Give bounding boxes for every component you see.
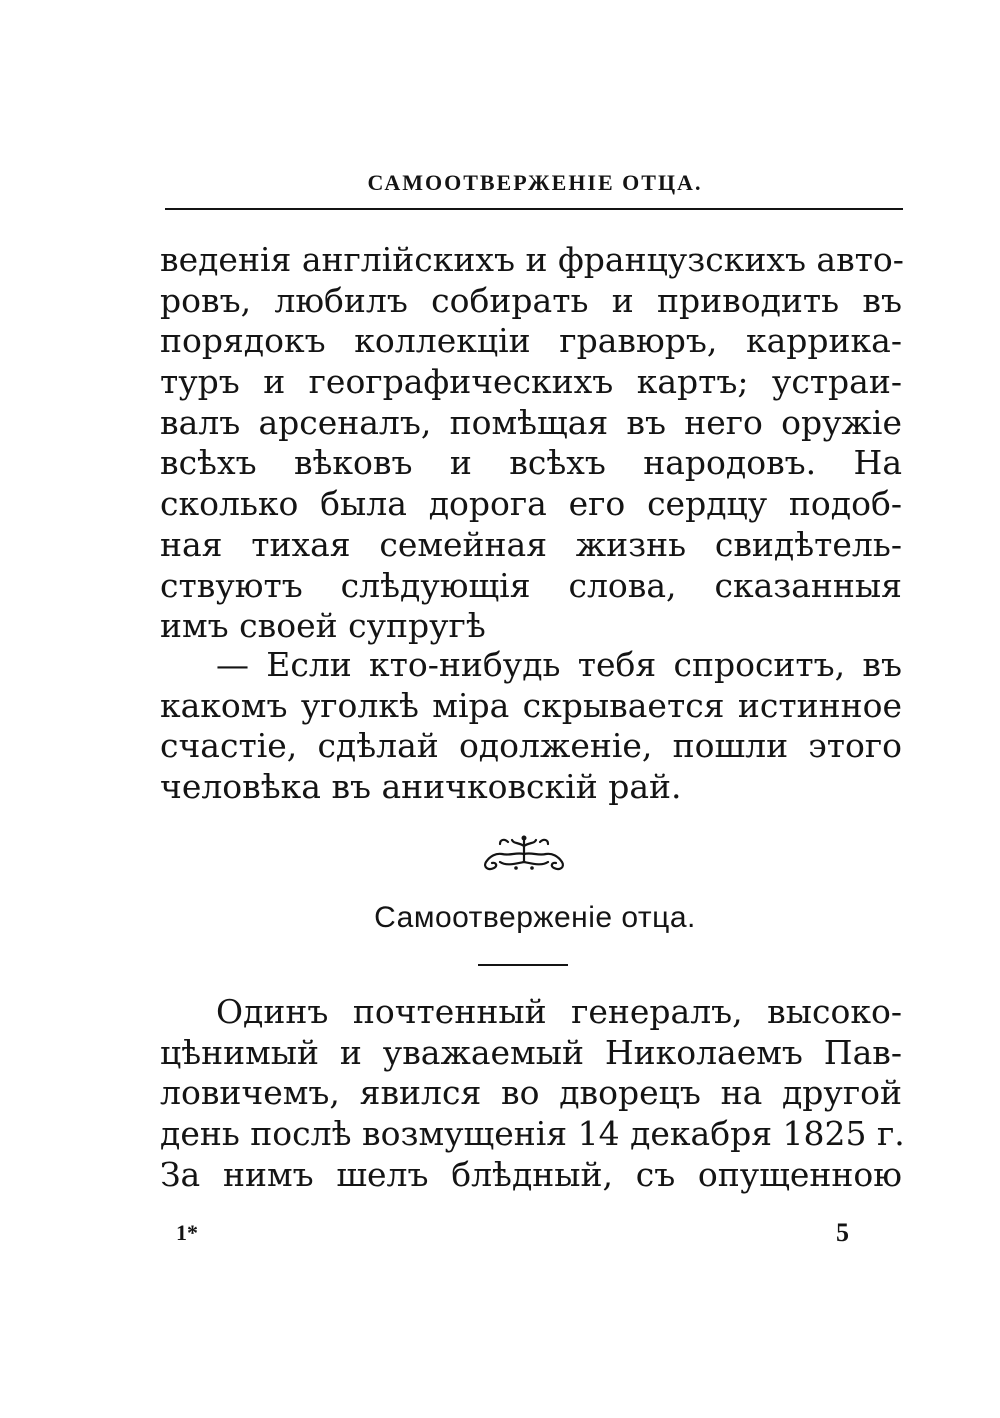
text-line: веденія англійскихъ и французскихъ авто-: [160, 240, 904, 279]
title-rule: [478, 964, 568, 966]
text-line: счастіе, сдѣлай одолженіе, пошли этого: [160, 726, 902, 766]
page-number: 5: [836, 1218, 849, 1247]
text-line: ловичемъ, явился во дворецъ на другой: [160, 1073, 902, 1113]
header-rule: [165, 208, 903, 210]
text-line: — Если кто-нибудь тебя спроситъ, въ: [216, 645, 902, 684]
text-line: Одинъ почтенный генералъ, высоко-: [216, 992, 902, 1031]
section-title: Самоотверженіе отца.: [374, 901, 696, 934]
paragraph-new-section: [160, 992, 905, 1195]
text-line: цѣнимый и уважаемый Николаемъ Пав-: [160, 1032, 902, 1072]
text-line: ствуютъ слѣдующія слова, сказанныя: [160, 565, 902, 605]
text-line: день послѣ возмущенія 14 декабря 1825 г.: [160, 1114, 905, 1154]
text-line: ная тихая семейная жизнь свидѣтель-: [160, 524, 902, 564]
quote-paragraph: [160, 645, 902, 808]
text-line: За нимъ шелъ блѣдный, съ опущенною: [160, 1154, 902, 1194]
text-line: сколько была дорога его сердцу подоб-: [160, 484, 902, 524]
text-line: валъ арсеналъ, помѣщая въ него оружіе: [160, 402, 902, 442]
text-line: всѣхъ вѣковъ и всѣхъ народовъ. На: [160, 443, 902, 483]
fleuron-ornament-icon: [478, 832, 570, 876]
text-line: туръ и географическихъ картъ; устраи-: [160, 362, 902, 402]
paragraph-continued: [160, 240, 902, 647]
text-line: человѣка въ аничковскій рай.: [160, 767, 682, 807]
signature-mark: 1*: [176, 1220, 198, 1245]
text-line: какомъ уголкѣ міра скрывается истинное: [160, 685, 902, 725]
text-line: ровъ, любилъ собирать и приводить въ: [160, 280, 902, 320]
text-line: имъ своей супругѣ: [160, 606, 486, 646]
running-head: САМООТВЕРЖЕНІЕ ОТЦА.: [367, 170, 703, 195]
text-line: порядокъ коллекціи гравюръ, каррика-: [160, 321, 902, 361]
